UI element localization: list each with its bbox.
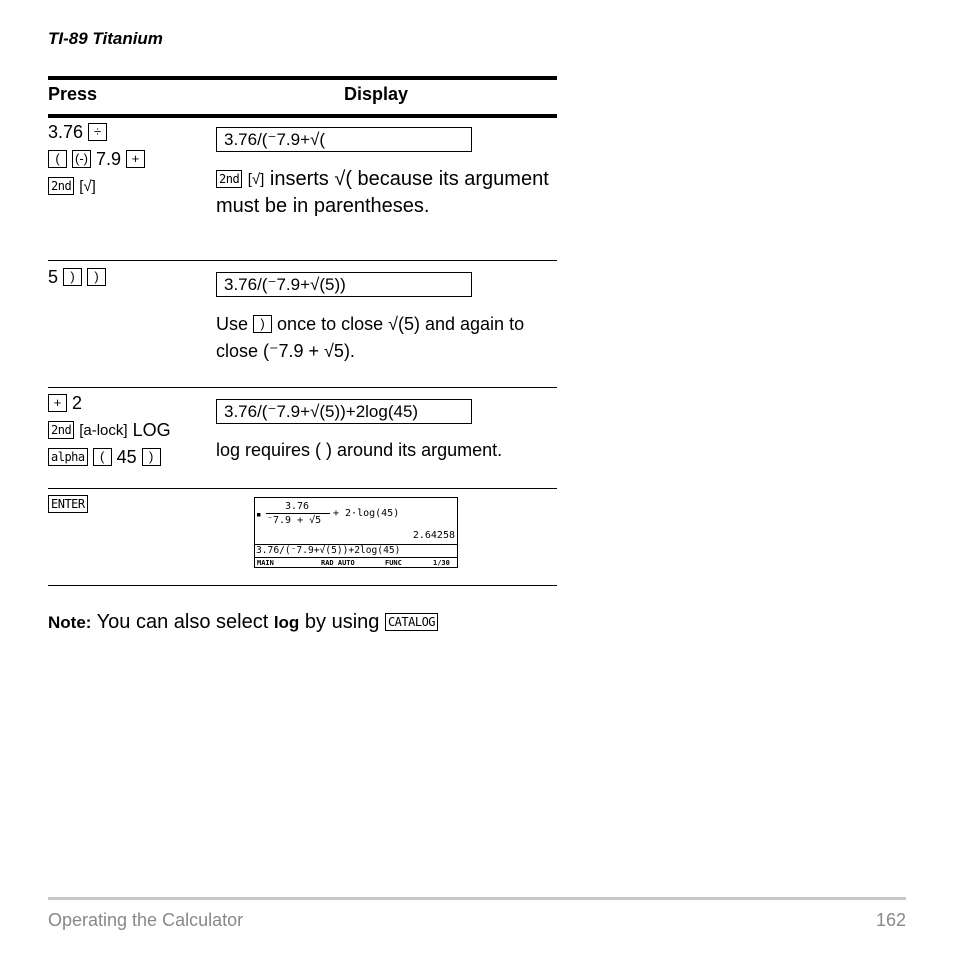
row4-press-keys — [48, 491, 88, 518]
right-paren-key: ) — [253, 315, 272, 333]
2nd-key: 2nd — [48, 177, 74, 195]
status-count: 1/30 — [433, 559, 450, 567]
screen-denominator: ⁻7.9 + √5 — [267, 515, 322, 526]
note-bold-word: log — [273, 613, 300, 632]
note-label: Note: — [48, 613, 92, 632]
sqrt-key: [ √ ] — [79, 173, 96, 200]
status-mode: RAD AUTO — [321, 559, 355, 567]
page-header-title: TI-89 Titanium — [48, 29, 163, 48]
status-main: MAIN — [257, 559, 274, 567]
row1-description: 2nd [ √ ] inserts √( because its argument must be in parentheses. — [216, 166, 556, 219]
right-paren-key: ) — [63, 268, 82, 286]
enter-key: ENTER — [48, 495, 88, 513]
row2-description: Use ) once to close √(5) and again to close (⁻7.9 + √5). — [216, 314, 525, 361]
row-divider — [48, 260, 557, 261]
row3-entry-line: 3.76/(⁻7.9+√(5))+2log(45) — [216, 399, 472, 424]
column-header-display: Display — [344, 84, 409, 104]
row2-press-keys: 5 ) ) — [48, 264, 106, 291]
column-header-press: Press — [48, 84, 98, 104]
a-lock-key: [ a-lock ] — [79, 417, 127, 444]
2nd-key: 2nd — [216, 170, 242, 188]
screen-expression-suffix: + 2·log(45) — [333, 508, 400, 519]
table-bottom-rule — [48, 585, 557, 586]
row1-entry-line: 3.76/(⁻7.9+√( — [216, 127, 472, 152]
row1-press-keys: 3.76 ÷ ( (-) 7.9 + 2nd [ √ ] — [48, 119, 145, 200]
plus-key: + — [126, 150, 145, 168]
plus-key: + — [48, 394, 67, 412]
left-paren-key: ( — [93, 448, 112, 466]
footer-rule — [48, 897, 906, 900]
screen-fraction-bar — [266, 513, 330, 514]
row-divider — [48, 387, 557, 388]
screen-numerator: 3.76 — [285, 501, 310, 512]
negate-key: (-) — [72, 150, 91, 168]
sqrt-key: [ √ ] — [248, 167, 265, 193]
right-paren-key: ) — [87, 268, 106, 286]
screen-result: 2.64258 — [412, 530, 455, 541]
screen-entry-line: 3.76/(⁻7.9+√(5))+2log(45) — [256, 545, 401, 556]
row-divider — [48, 488, 557, 489]
bullet-icon: ▪ — [256, 510, 262, 520]
calculator-screen — [254, 497, 458, 568]
row3-description: log requires ( ) around its argument. — [216, 440, 503, 460]
status-func: FUNC — [385, 559, 402, 567]
table-header-rule — [48, 114, 557, 118]
table-top-rule — [48, 76, 557, 80]
screen-status-divider — [255, 557, 457, 558]
divide-key: ÷ — [88, 123, 107, 141]
row3-press-keys: + 2 2nd [ a-lock ] LOG alpha ( 45 ) — [48, 390, 171, 471]
catalog-key: CATALOG — [385, 613, 438, 631]
footer-section-title: Operating the Calculator — [48, 910, 244, 930]
row2-entry-line: 3.76/(⁻7.9+√(5)) — [216, 272, 472, 297]
press-text: 3.76 — [48, 122, 84, 142]
left-paren-key: ( — [48, 150, 67, 168]
right-paren-key: ) — [142, 448, 161, 466]
alpha-key: alpha — [48, 448, 88, 466]
2nd-key: 2nd — [48, 421, 74, 439]
note-paragraph: Note: You can also select log by using CATALOG — [48, 611, 438, 634]
footer-page-number: 162 — [875, 910, 906, 930]
